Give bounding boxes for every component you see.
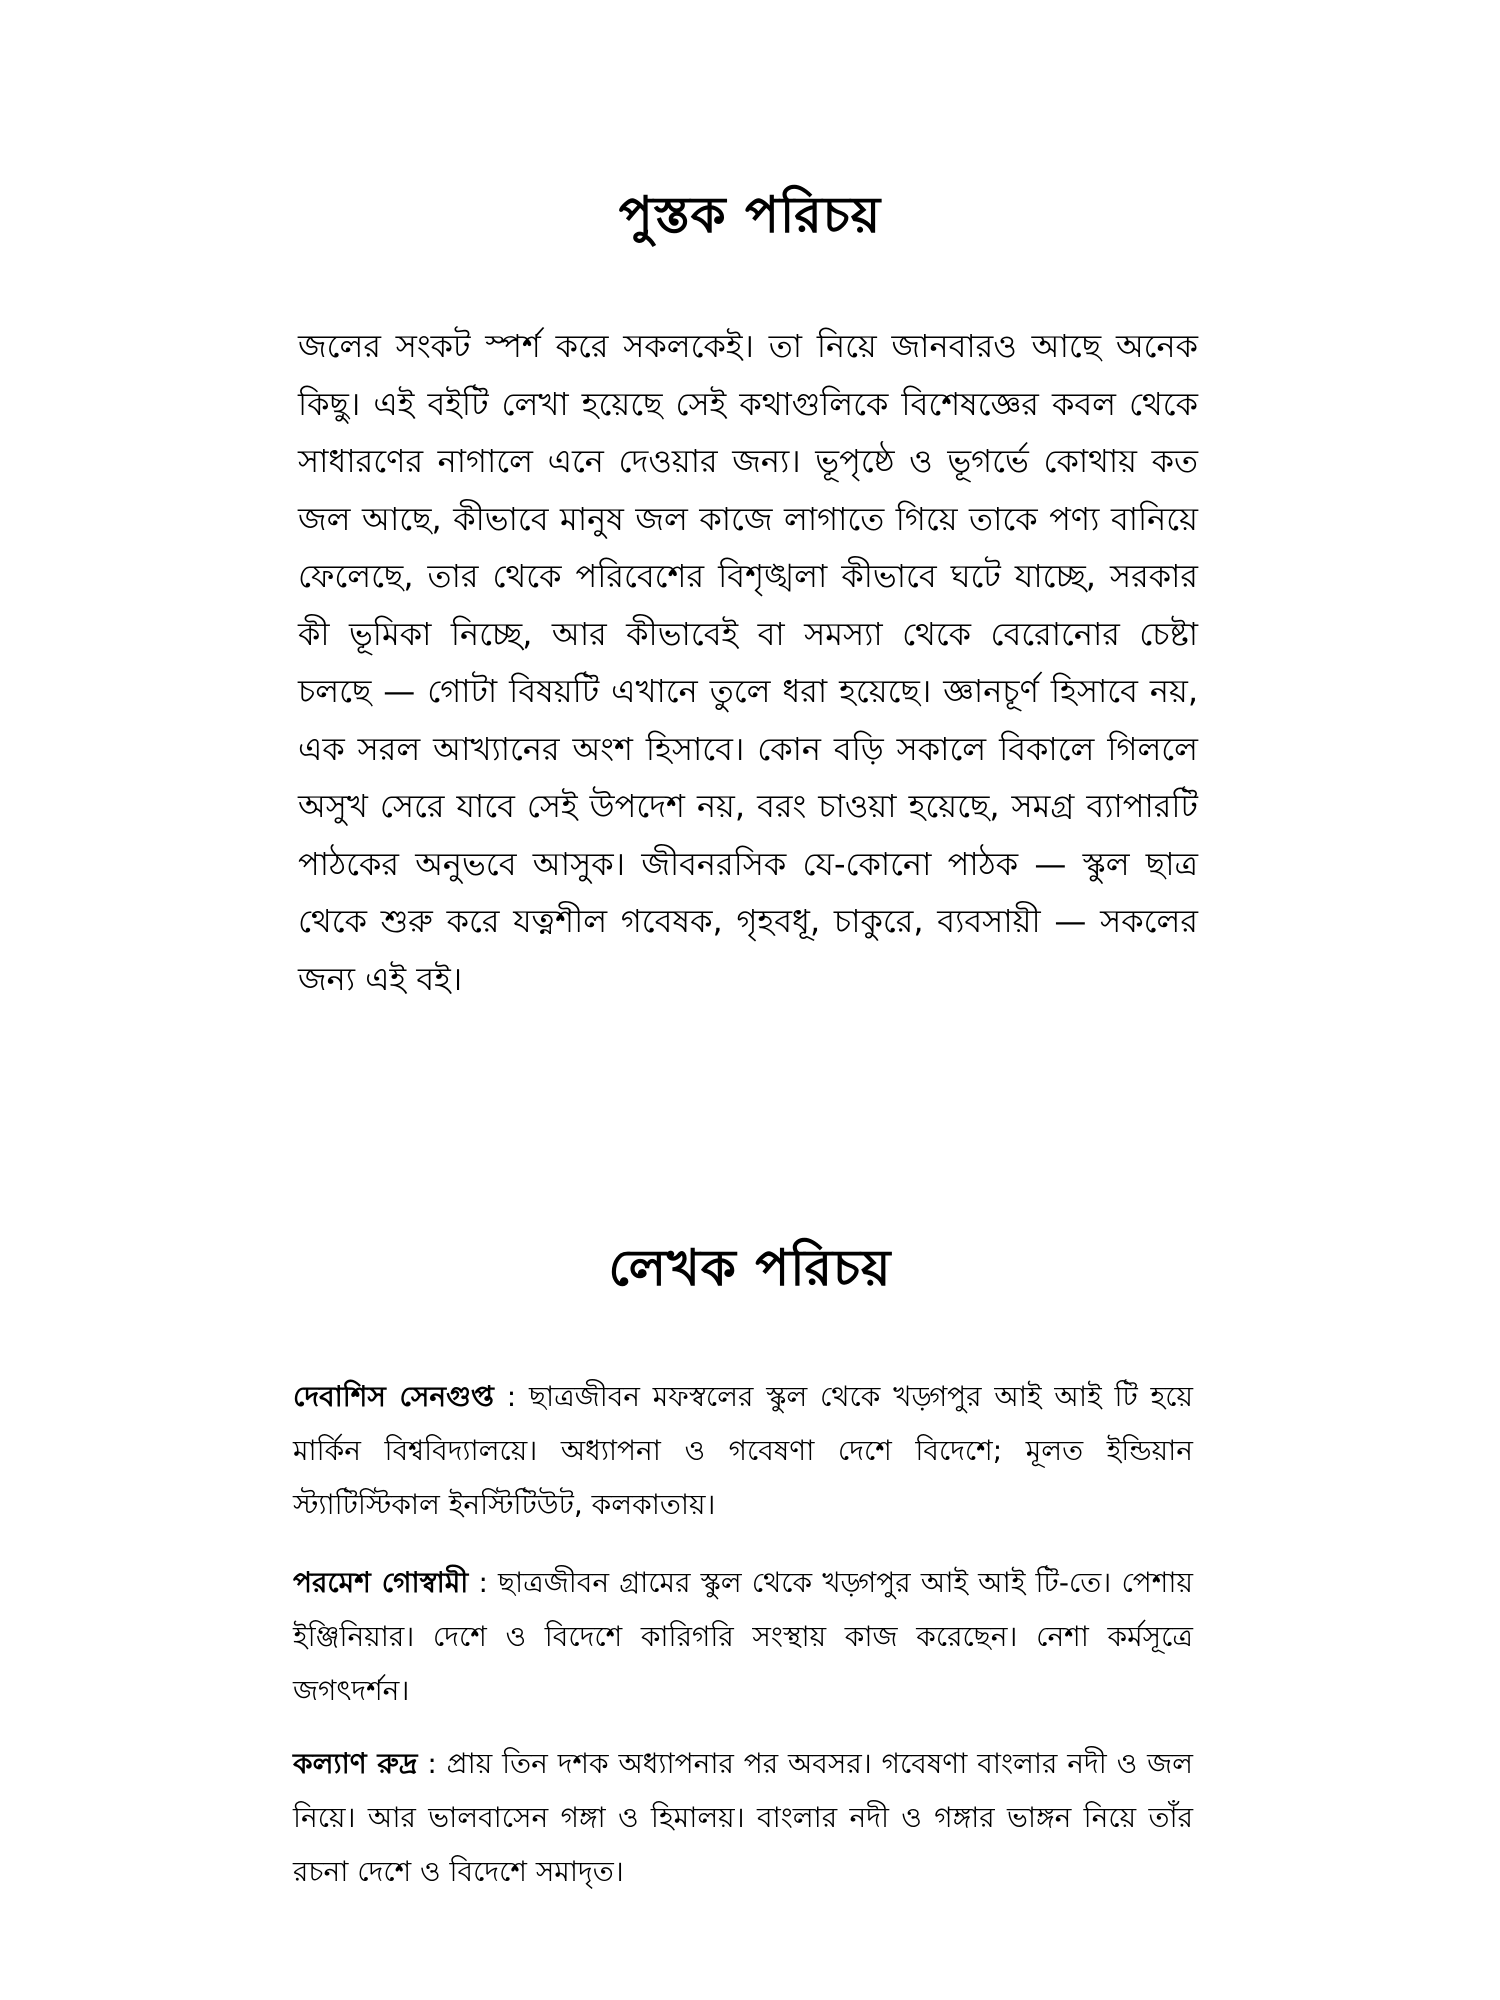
author-name: পরমেশ গোস্বামী bbox=[293, 1566, 469, 1599]
book-intro-paragraph: জলের সংকট স্পর্শ করে সকলকেই। তা নিয়ে জানবারও আছে অনেক কিছু। এই বইটি লেখা হয়েছে সেই কথাগুলিকে বিশেষজ্ঞের কবল থেকে সাধারণের নাগালে এনে দেওয়ার জন্য। ভূপৃষ্ঠে ও ভূগর্ভে কোথায় কত জল আছে, কীভাবে মানুষ জল কাজে লাগাতে গিয়ে তাকে পণ্য বানিয়ে ফেলেছে, তার থেকে পরিবেশের বিশৃঙ্খলা কীভাবে ঘটে যাচ্ছে, সরকার কী ভূমিকা নিচ্ছে, আর কীভাবেই বা সমস্যা থেকে বেরোনোর চেষ্টা চলছে — গোটা বিষয়টি এখানে তুলে ধরা হয়েছে। জ্ঞানচূর্ণ হিসাবে নয়, এক সরল আখ্যানের অংশ হিসাবে। কোন বড়ি সকালে বিকালে গিললে অসুখ সেরে যাবে সেই উপদেশ নয়, বরং চাওয়া হয়েছে, সমগ্র ব্যাপারটি পাঠকের অনুভবে আসুক। জীবনরসিক যে-কোনো পাঠক — স্কুল ছাত্র থেকে শুরু করে যত্নশীল গবেষক, গৃহবধূ, চাকুরে, ব্যবসায়ী — সকলের জন্য এই বই। bbox=[298, 327, 1198, 998]
author-bio bbox=[293, 1370, 1193, 1532]
author-separator: : bbox=[468, 1566, 499, 1599]
author-intro-heading: লেখক পরিচয় bbox=[608, 1239, 892, 1297]
author-bio bbox=[293, 1556, 1193, 1718]
author-separator: : bbox=[417, 1747, 447, 1780]
author-separator: : bbox=[493, 1380, 529, 1413]
author-name: দেবাশিস সেনগুপ্ত bbox=[293, 1380, 494, 1413]
author-bio-text: ছাত্রজীবন গ্রামের স্কুল থেকে খড়্গপুর আই আই টি-তে। পেশায় ইঞ্জিনিয়ার। দেশে ও বিদেশে কারিগরি সংস্থায় কাজ করেছেন। নেশা কর্মসূত্রে জগৎদর্শন। bbox=[293, 1566, 1193, 1707]
author-bio bbox=[293, 1737, 1193, 1899]
author-bio-text: প্রায় তিন দশক অধ্যাপনার পর অবসর। গবেষণা বাংলার নদী ও জল নিয়ে। আর ভালবাসেন গঙ্গা ও হিমালয়। বাংলার নদী ও গঙ্গার ভাঙ্গন নিয়ে তাঁর রচনা দেশে ও বিদেশে সমাদৃত। bbox=[293, 1747, 1194, 1888]
author-name: কল্যাণ রুদ্র bbox=[293, 1747, 418, 1780]
author-bio-text: ছাত্রজীবন মফস্বলের স্কুল থেকে খড়্গপুর আই আই টি হয়ে মার্কিন বিশ্ববিদ্যালয়ে। অধ্যাপনা ও গবেষণা দেশে বিদেশে; মূলত ইন্ডিয়ান স্ট্যাটিস্টিকাল ইনস্টিটিউট, কলকাতায়। bbox=[293, 1380, 1193, 1521]
book-intro-heading: পুস্তক পরিচয় bbox=[618, 186, 882, 244]
